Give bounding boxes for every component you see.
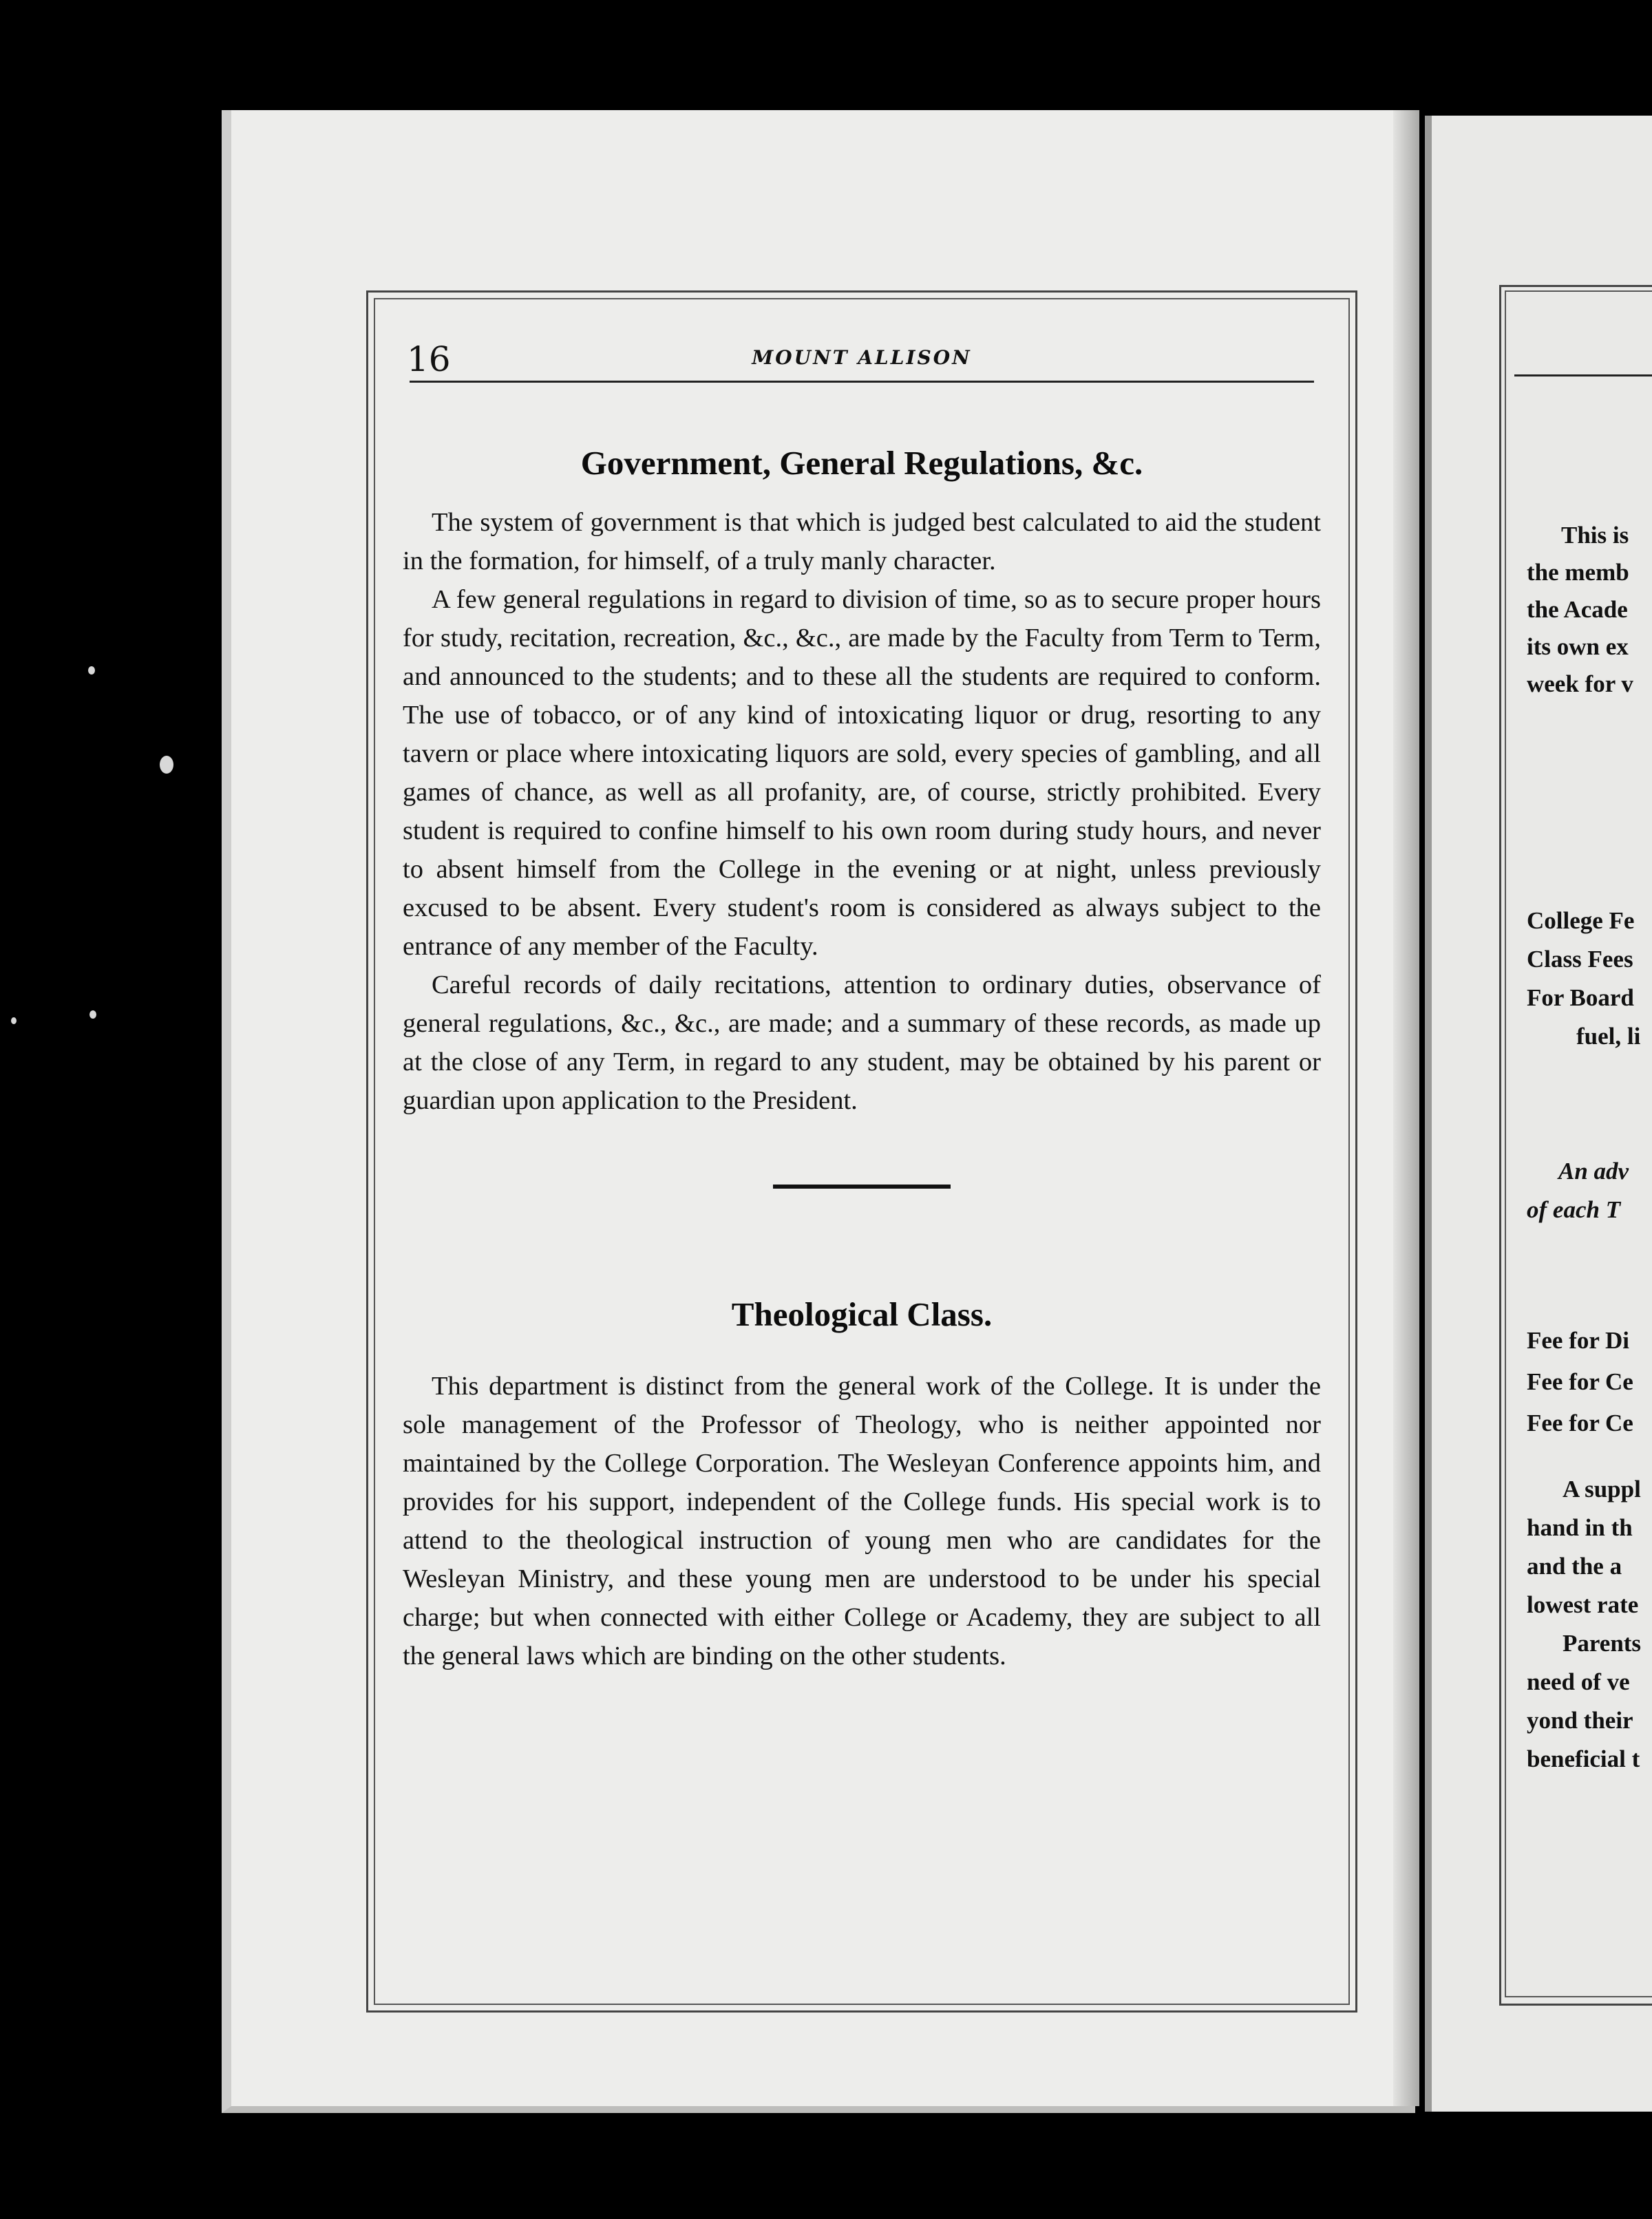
right-page xyxy=(1425,116,1652,2112)
fragment-line: This is xyxy=(1561,522,1629,549)
paragraph: The system of government is that which is judged best calculated to aid the student in the formation, for himself, of a truly manly character. xyxy=(403,508,1321,575)
page-gutter-shadow xyxy=(1393,110,1419,2106)
fragment-line: the memb xyxy=(1527,559,1629,586)
running-head-title: MOUNT ALLISON xyxy=(752,346,972,369)
fragment-line: need of ve xyxy=(1527,1668,1630,1695)
fragment-line: lowest rate xyxy=(1527,1591,1639,1618)
fragment-line: beneficial t xyxy=(1527,1745,1640,1772)
paragraph: A few general regulations in regard to division of time, so as to secure proper hours for study, recitation, recreation, &c., &c., are made by the Faculty from Term to Term, and announced to the students; and to these all the students are required to conform. The use of tobacco, or of any kind of intoxicating liquor or drug, resorting to any tavern or place where intoxicating liquors are sold, every species of gambling, and all games of chance, as well as all profanity, are, of course, strictly prohibited. Every student is required to confine himself to his own room during study hours, and never to absent himself from the College in the evening or at night, unless previously excused to be absent. Every student's room is considered as always subject to the entrance of any member of the Faculty. xyxy=(403,585,1321,961)
left-page xyxy=(222,110,1415,2113)
right-running-head-rule xyxy=(1514,374,1652,376)
fragment-line: Class Fees xyxy=(1527,946,1633,973)
fragment-line: and the a xyxy=(1527,1553,1622,1580)
section-body-theological xyxy=(403,1367,1321,1675)
fragment-line: For Board xyxy=(1527,984,1634,1011)
paragraph: This department is distinct from the general work of the College. It is under the sole management of the Professor of Theology, who is neither appointed nor maintained by the College Corporation. The Wesleyan Conference appoints him, and provides for his support, independent of the College funds. His special work is to attend to the theological instruction of young men who are candidates for the Wesleyan Ministry, and these young men are understood to be under his special charge; but when connected with either College or Academy, they are subject to all the general laws which are binding on the other students. xyxy=(403,1372,1321,1670)
fragment-line: Parents xyxy=(1563,1630,1642,1657)
page-content xyxy=(374,298,1350,2005)
section-divider xyxy=(773,1185,951,1189)
paragraph: Careful records of daily recitations, attention to ordinary duties, observance of general regulations, &c., &c., are made; and a summary of these records, as made up at the close of any Term, in regard to any student, may be obtained by his parent or guardian upon application to the President. xyxy=(403,970,1321,1115)
fragment-line: An adv xyxy=(1558,1158,1629,1185)
fragment-line: yond their xyxy=(1527,1707,1633,1734)
fragment-line: the Acade xyxy=(1527,596,1628,623)
page-number: 16 xyxy=(407,339,451,379)
section-title-government: Government, General Regulations, &c. xyxy=(580,444,1143,482)
fragment-line: Fee for Ce xyxy=(1527,1410,1633,1436)
fragment-line: fuel, li xyxy=(1576,1023,1641,1050)
fragment-line: its own ex xyxy=(1527,633,1629,660)
dust-speck xyxy=(89,1010,96,1019)
fragment-line: A suppl xyxy=(1563,1476,1641,1503)
dust-speck xyxy=(160,756,173,774)
dust-speck xyxy=(88,666,95,675)
fragment-line: of each T xyxy=(1527,1196,1621,1223)
section-body-government xyxy=(403,503,1321,1120)
fragment-line: Fee for Ce xyxy=(1527,1368,1633,1395)
running-head xyxy=(407,299,1314,383)
page-border-frame xyxy=(366,290,1357,2013)
dust-speck xyxy=(11,1017,17,1024)
fragment-line: hand in th xyxy=(1527,1514,1633,1541)
section-title-theological: Theological Class. xyxy=(731,1295,993,1333)
fragment-line: Fee for Di xyxy=(1527,1327,1630,1354)
fragment-line: College Fe xyxy=(1527,907,1635,934)
fragment-line: week for v xyxy=(1527,670,1633,697)
